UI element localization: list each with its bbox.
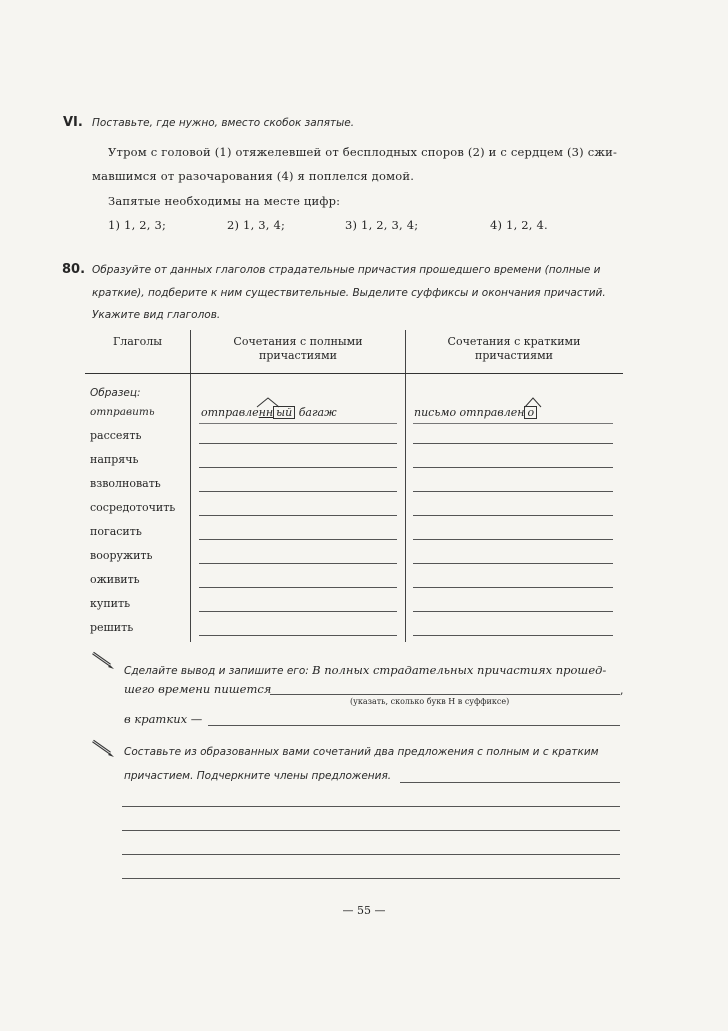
answer-line-full[interactable] xyxy=(199,587,397,588)
exercise-vi-sentence-line2: мавшимся от разочарования (4) я поплелся домой. xyxy=(92,169,415,183)
sample-verb: отправить xyxy=(90,406,155,418)
answer-line-full[interactable] xyxy=(199,539,397,540)
conclusion-line2: шего времени пишется xyxy=(124,682,272,696)
table-header-verbs: Глаголы xyxy=(113,335,162,348)
verb-row-label: купить xyxy=(90,597,131,610)
task2-answer-line[interactable] xyxy=(122,878,620,879)
exercise-vi-question: Запятые необходимы на месте цифр: xyxy=(108,194,341,208)
sample-full-noun: багаж xyxy=(298,406,337,419)
answer-line-full[interactable] xyxy=(199,515,397,516)
table-header-short xyxy=(407,335,621,363)
exercise-vi-sentence-line1: Утром с головой (1) отяжелевшей от бесплодных споров (2) и с сердцем (3) сжи- xyxy=(108,145,618,159)
sample-full-ending: ый xyxy=(273,406,295,419)
sample-short-prefix: письмо отправле xyxy=(414,406,518,419)
conclusion-short-answer-line[interactable] xyxy=(208,725,620,726)
pencil-icon xyxy=(90,650,116,670)
sample-full-underline xyxy=(199,423,397,424)
task2-answer-line[interactable] xyxy=(122,830,620,831)
exercise-vi-option-4[interactable]: 4) 1, 2, 4. xyxy=(490,218,548,232)
table-header-full xyxy=(192,335,404,363)
answer-line-full[interactable] xyxy=(199,443,397,444)
exercise-vi-instruction: Поставьте, где нужно, вместо скобок запятые. xyxy=(92,117,355,129)
answer-line-short[interactable] xyxy=(413,611,613,612)
conclusion-instruction: Сделайте вывод и запишите его: xyxy=(124,665,313,677)
verb-row-label: решить xyxy=(90,621,134,634)
conclusion-comma: , xyxy=(620,684,624,697)
conclusion-line1 xyxy=(124,659,606,678)
answer-line-full[interactable] xyxy=(199,467,397,468)
table-header-rule xyxy=(85,373,623,374)
suffix-mark-icon xyxy=(524,396,542,408)
exercise-vi-option-2[interactable]: 2) 1, 3, 4; xyxy=(227,218,286,232)
suffix-mark-icon xyxy=(256,396,280,408)
page-number: — 55 — xyxy=(342,904,386,917)
exercise-80-number: 80. xyxy=(62,262,86,277)
table-header-full-line1: Сочетания с полными xyxy=(233,335,363,348)
task2-line1: Составьте из образованных вами сочетаний два предложения с полным и с кратким xyxy=(124,746,599,758)
sample-label: Образец: xyxy=(90,387,141,399)
answer-line-full[interactable] xyxy=(199,563,397,564)
exercise-80-instruction-line3: Укажите вид глаголов. xyxy=(92,309,221,321)
answer-line-short[interactable] xyxy=(413,515,613,516)
verb-row-label: вооружить xyxy=(90,549,153,562)
exercise-80-instruction-line1: Образуйте от данных глаголов страдательные причастия прошедшего времени (полные и xyxy=(92,264,601,276)
sample-short-participle xyxy=(414,406,537,419)
sample-short-underline xyxy=(413,423,613,424)
exercise-vi-option-3[interactable]: 3) 1, 2, 3, 4; xyxy=(345,218,419,232)
pencil-icon xyxy=(90,738,116,758)
task2-answer-line[interactable] xyxy=(400,782,620,783)
conclusion-hint: (указать, сколько букв Н в суффиксе) xyxy=(350,697,510,706)
answer-line-short[interactable] xyxy=(413,539,613,540)
sample-full-suffix: нн xyxy=(258,406,274,419)
sample-full-stem: отправле xyxy=(201,406,259,419)
exercise-vi-option-1[interactable]: 1) 1, 2, 3; xyxy=(108,218,167,232)
answer-line-short[interactable] xyxy=(413,443,613,444)
verb-row-label: оживить xyxy=(90,573,140,586)
answer-line-short[interactable] xyxy=(413,491,613,492)
table-header-short-line2: причастиями xyxy=(475,349,553,362)
answer-line-full[interactable] xyxy=(199,611,397,612)
conclusion-short-label: в кратких — xyxy=(124,712,203,726)
answer-line-short[interactable] xyxy=(413,467,613,468)
answer-line-short[interactable] xyxy=(413,587,613,588)
answer-line-full[interactable] xyxy=(199,635,397,636)
task2-answer-line[interactable] xyxy=(122,854,620,855)
answer-line-full[interactable] xyxy=(199,491,397,492)
answer-line-short[interactable] xyxy=(413,563,613,564)
table-divider-2 xyxy=(405,330,406,642)
sample-short-suffix: н xyxy=(517,406,525,419)
table-header-short-line1: Сочетания с краткими xyxy=(447,335,581,348)
exercise-vi-number: VI. xyxy=(63,115,83,130)
task2-answer-line[interactable] xyxy=(122,806,620,807)
verb-row-label: сосредоточить xyxy=(90,501,176,514)
answer-line-short[interactable] xyxy=(413,635,613,636)
table-divider-1 xyxy=(190,330,191,642)
task2-line2: причастием. Подчеркните члены предложения. xyxy=(124,770,392,782)
conclusion-statement: В полных страдательных причастиях прошед- xyxy=(312,663,607,677)
verb-row-label: рассеять xyxy=(90,429,142,442)
verb-row-label: погасить xyxy=(90,525,142,538)
table-header-full-line2: причастиями xyxy=(259,349,337,362)
verb-row-label: взволновать xyxy=(90,477,161,490)
exercise-80-instruction-line2: краткие), подберите к ним существительные. Выделите суффиксы и окончания причастий. xyxy=(92,287,606,299)
verb-row-label: напрячь xyxy=(90,453,139,466)
sample-short-ending: о xyxy=(524,406,537,419)
conclusion-answer-line[interactable] xyxy=(270,694,620,695)
